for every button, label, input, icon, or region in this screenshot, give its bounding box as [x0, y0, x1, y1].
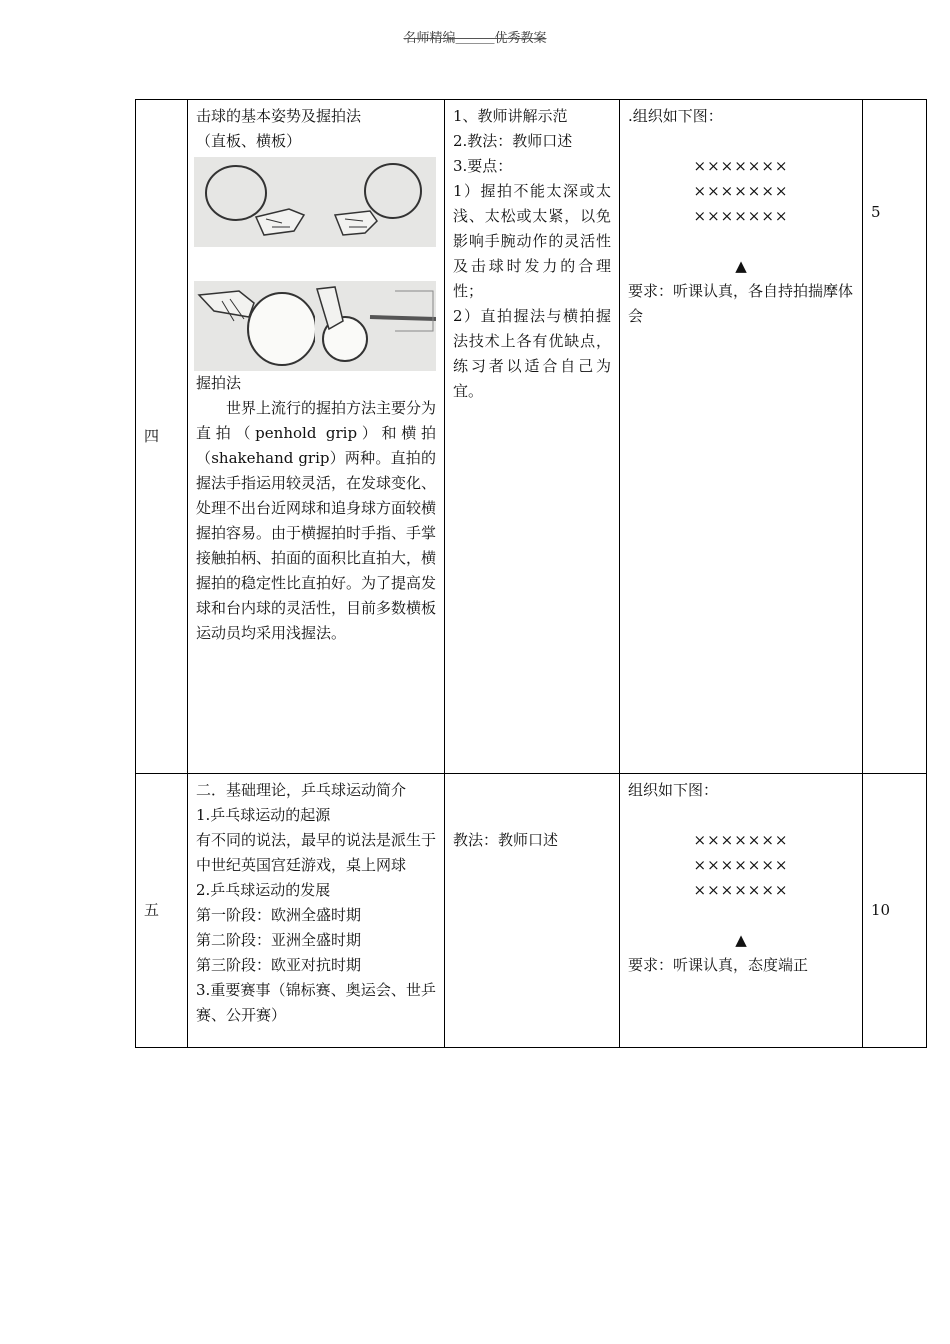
content-line: 第三阶段：欧亚对抗时期 [196, 956, 362, 974]
method-line: 2）直拍握法与横拍握法技术上各有优缺点，练习者以适合自己为宜。 [453, 307, 611, 400]
shakehand-grip-back-image [315, 281, 436, 371]
time-cell: 5 [863, 100, 927, 774]
shakehand-grip-front-image [194, 281, 315, 371]
section-title: 击球的基本姿势及握拍法 [196, 107, 362, 125]
page-header: 名师精编＿＿＿优秀教案 [403, 31, 547, 46]
student-formation-row: ××××××× [693, 881, 789, 899]
content-line: 二．基础理论，乒乓球运动简介 [196, 781, 407, 799]
content-cell [188, 100, 445, 774]
grip-images-bottom [194, 281, 436, 371]
content-line: 2.乒乓球运动的发展 [196, 881, 331, 899]
grip-heading: 握拍法 [196, 374, 242, 392]
method-line: 3.要点： [453, 157, 513, 175]
method-line: 1、教师讲解示范 [453, 107, 568, 125]
content-line: 1.乒乓球运动的起源 [196, 806, 331, 824]
student-formation-row: ××××××× [693, 831, 789, 849]
organization-title: .组织如下图： [628, 107, 723, 125]
section-subtitle: （直板、横板） [196, 132, 302, 150]
content-cell [188, 774, 445, 1048]
content-line: 第二阶段：亚洲全盛时期 [196, 931, 362, 949]
teacher-marker-icon: ▲ [735, 931, 747, 949]
organization-requirement: 要求：听课认真，态度端正 [628, 956, 809, 974]
student-formation-row: ××××××× [693, 207, 789, 225]
organization-cell [620, 100, 863, 774]
method-line: 教法：教师口述 [453, 831, 559, 849]
method-cell [445, 100, 620, 774]
time-cell: 10 [863, 774, 927, 1048]
organization-requirement: 要求：听课认真，各自持拍揣摩体会 [628, 282, 854, 325]
student-formation-row: ××××××× [693, 182, 789, 200]
content-line: 第一阶段：欧洲全盛时期 [196, 906, 362, 924]
content-line: 有不同的说法，最早的说法是派生于中世纪英国宫廷游戏，桌上网球 [196, 831, 437, 874]
method-cell [445, 774, 620, 1048]
content-line: 3.重要赛事（锦标赛、奥运会、世乒赛、公开赛） [196, 981, 436, 1024]
penhold-grip-back-image [315, 157, 436, 247]
method-line: 1）握拍不能太深或太浅、太松或太紧，以免影响手腕动作的灵活性及击球时发力的合理性； [453, 182, 611, 300]
grip-paragraph: 世界上流行的握拍方法主要分为直拍（penhold grip）和横拍（shakehand grip）两种。直拍的握法手指运用较灵活，在发球变化、处理不出台近网球和追身球方面较横握拍容易。由于横握拍时手指、手掌接触拍柄、拍面的面积比直拍大，横握拍的稳定性比直拍好。为了提高发球和台内球的灵活性，目前多数横板运动员均采用浅握法。 [196, 399, 437, 642]
student-formation-row: ××××××× [693, 856, 789, 874]
grip-images-top [194, 157, 436, 247]
organization-cell [620, 774, 863, 1048]
teacher-marker-icon: ▲ [735, 257, 747, 275]
row-number: 五 [136, 774, 188, 1048]
table-row [136, 100, 927, 774]
row-number: 四 [136, 100, 188, 774]
method-line: 2.教法：教师口述 [453, 132, 573, 150]
table-row [136, 774, 927, 1048]
lesson-table [135, 99, 927, 1048]
student-formation-row: ××××××× [693, 157, 789, 175]
penhold-grip-front-image [194, 157, 315, 247]
organization-title: 组织如下图： [628, 781, 719, 799]
